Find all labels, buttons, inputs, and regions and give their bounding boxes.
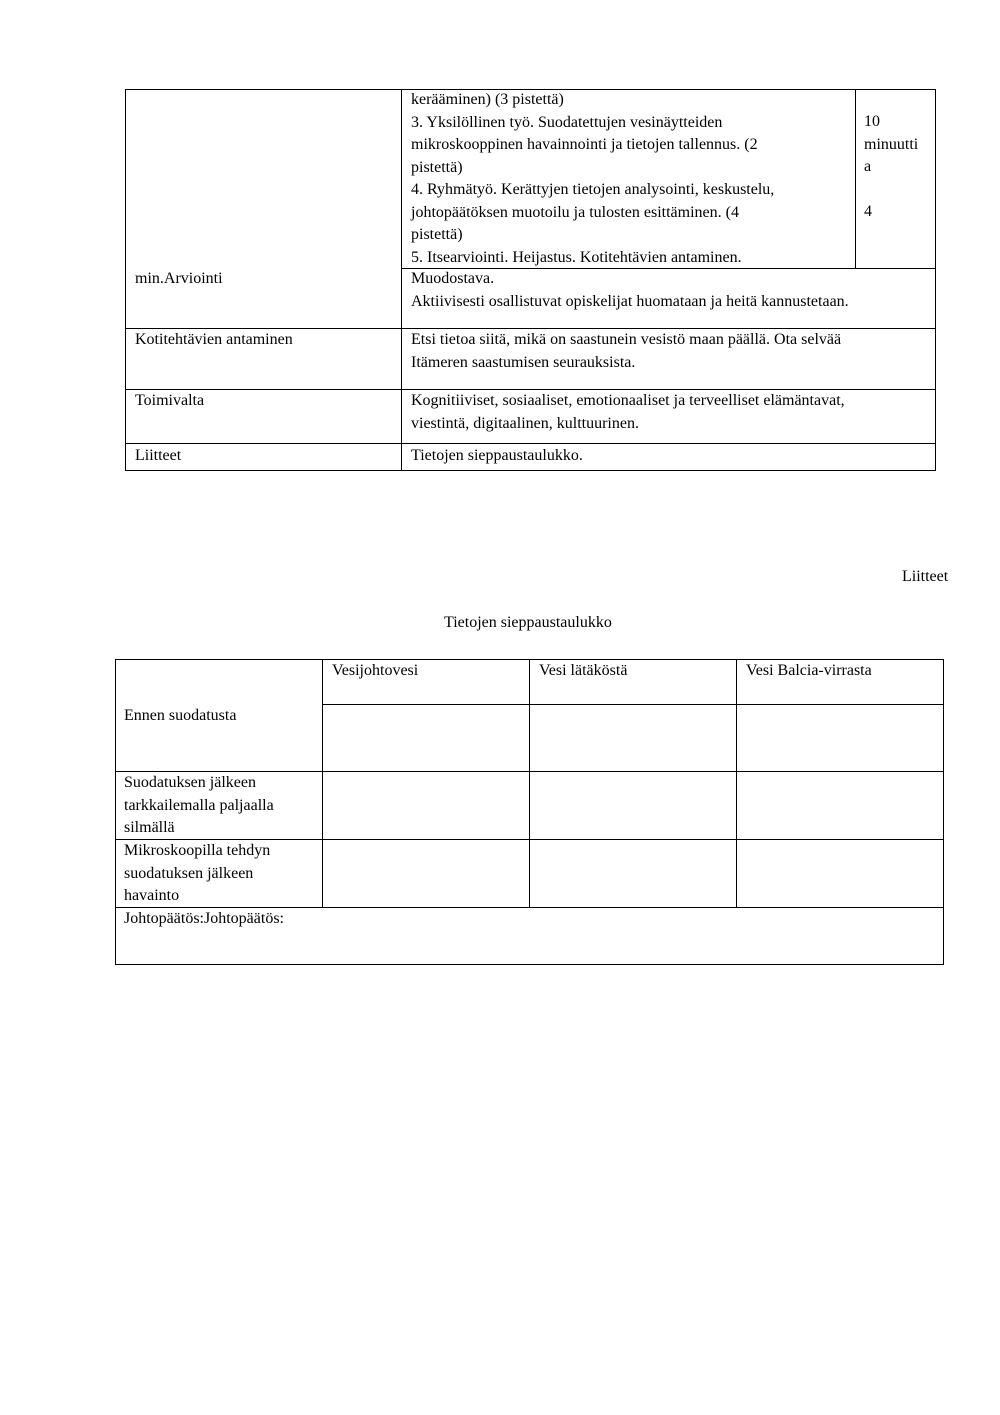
content-line: Kognitiiviset, sosiaaliset, emotionaaliset ja terveelliset elämäntavat, — [411, 392, 845, 409]
row-content-attachments — [411, 445, 583, 468]
row-label-homework: Kotitehtävien antaminen — [135, 331, 293, 348]
row-label-line: tarkkailemalla paljaalla — [124, 796, 274, 814]
row-label-competence: Toimivalta — [135, 392, 205, 409]
row-divider — [125, 443, 936, 444]
content-line: viestintä, digitaalinen, kulttuurinen. — [411, 414, 639, 432]
column-divider — [322, 659, 323, 907]
lesson-steps-continuation — [411, 89, 774, 269]
step-line: pistettä) — [411, 158, 463, 176]
row-label-line: silmällä — [124, 819, 175, 836]
time-value-second: 4 — [864, 203, 872, 220]
row-label-line: havainto — [124, 887, 180, 904]
content-line: Etsi tietoa siitä, mikä on saastunein vesistö maan päällä. Ota selvää — [411, 331, 842, 348]
content-line: Tietojen sieppaustaulukko. — [411, 447, 583, 464]
row-content-homework — [411, 329, 841, 374]
header-divider — [322, 704, 944, 705]
row-content-arviointi — [411, 268, 849, 313]
row-label-before-filtering — [124, 705, 236, 728]
content-line: Itämeren saastumisen seurauksista. — [411, 353, 636, 371]
row-label-attachments: Liitteet — [135, 447, 182, 464]
content-line: Muodostava. — [411, 270, 495, 287]
conclusion-label: Johtopäätös:Johtopäätös: — [124, 910, 284, 927]
time-cell — [864, 111, 918, 179]
row-label-line: Suodatuksen jälkeen — [124, 774, 256, 791]
column-header-puddle-water: Vesi lätäköstä — [539, 662, 628, 679]
lesson-table-column-divider — [401, 89, 402, 471]
time-unit: a — [864, 158, 872, 175]
time-value: 10 — [864, 113, 880, 130]
step-line: johtopäätöksen muotoilu ja tulosten esittäminen. (4 — [411, 203, 739, 221]
content-line: Aktiivisesti osallistuvat opiskelijat huomataan ja heitä kannustetaan. — [411, 292, 849, 310]
data-table-title: Tietojen sieppaustaulukko — [444, 614, 612, 631]
step-line: kerääminen) (3 pistettä) — [411, 91, 564, 108]
time-unit: minuutti — [864, 135, 919, 153]
step-line: 3. Yksilöllinen työ. Suodatettujen vesinäytteiden — [411, 113, 723, 131]
step-line: mikroskooppinen havainnointi ja tietojen tallennus. (2 — [411, 136, 758, 153]
row-label-arviointi: min.Arviointi — [135, 270, 223, 287]
column-divider — [736, 659, 737, 907]
row-content-competence — [411, 390, 845, 435]
row-label-line: Mikroskoopilla tehdyn — [124, 842, 271, 859]
step-line: 4. Ryhmätyö. Kerättyjen tietojen analysointi, keskustelu, — [411, 181, 775, 198]
time-column-divider — [855, 89, 856, 268]
row-label-line: suodatuksen jälkeen — [124, 864, 254, 882]
appendix-heading: Liitteet — [902, 568, 949, 585]
step-line: 5. Itsearviointi. Heijastus. Kotitehtävien antaminen. — [411, 248, 742, 266]
column-header-stream-water: Vesi Balcia-virrasta — [746, 662, 872, 679]
row-label-after-filtering-eye — [124, 772, 274, 840]
row-label-microscope — [124, 840, 270, 908]
column-divider — [529, 659, 530, 907]
column-header-tap-water: Vesijohtovesi — [332, 662, 419, 679]
row-label-line: Ennen suodatusta — [124, 707, 237, 724]
step-line: pistettä) — [411, 226, 463, 243]
